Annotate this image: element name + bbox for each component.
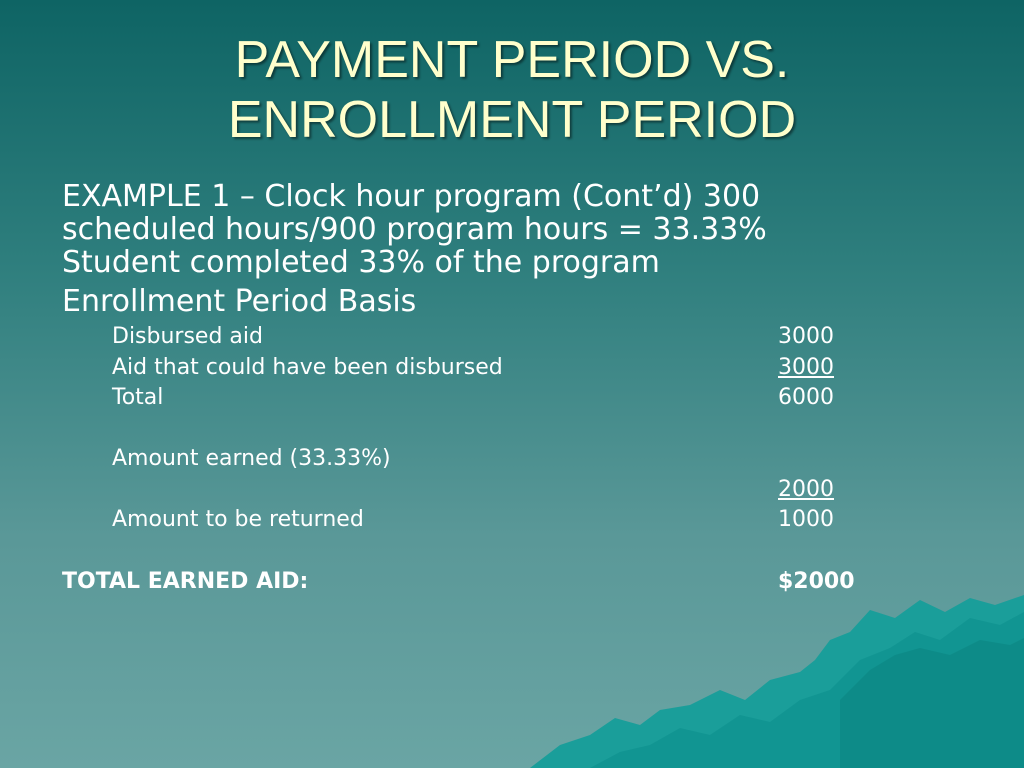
table-row — [112, 444, 962, 475]
calculation-table — [112, 322, 962, 536]
total-value: $2000 — [778, 568, 855, 594]
row-label — [112, 475, 778, 506]
row-value: 2000 — [778, 476, 834, 502]
table-row — [112, 322, 962, 353]
row-label: Disbursed aid — [112, 324, 263, 349]
row-label: Total — [112, 385, 164, 410]
row-value: 6000 — [778, 385, 834, 410]
row-value — [778, 444, 878, 475]
example-line-1: EXAMPLE 1 – Clock hour program (Cont’d) 300 — [62, 179, 761, 214]
example-line-3: Student completed 33% of the program — [62, 245, 660, 280]
table-row — [112, 353, 962, 384]
table-row — [112, 383, 962, 414]
title-line-1: PAYMENT PERIOD VS. — [234, 31, 790, 89]
total-earned-row — [62, 567, 962, 597]
row-value — [778, 414, 878, 445]
table-row — [112, 414, 962, 445]
table-row — [112, 505, 962, 536]
slide-title — [0, 30, 1024, 150]
row-value: 3000 — [778, 354, 834, 380]
slide-body — [62, 180, 962, 597]
row-label: Amount to be returned — [112, 507, 364, 532]
row-label — [112, 414, 778, 445]
example-paragraph — [62, 180, 962, 279]
row-label: Amount earned (33.33%) — [112, 446, 391, 471]
total-label: TOTAL EARNED AID: — [62, 568, 309, 594]
example-line-2: scheduled hours/900 program hours = 33.33% — [62, 212, 767, 247]
basis-heading: Enrollment Period Basis — [62, 284, 417, 319]
row-label: Aid that could have been disbursed — [112, 354, 503, 380]
row-value: 3000 — [778, 324, 834, 349]
row-value: 1000 — [778, 507, 834, 532]
table-row — [112, 475, 962, 506]
title-line-2: ENROLLMENT PERIOD — [227, 91, 797, 149]
